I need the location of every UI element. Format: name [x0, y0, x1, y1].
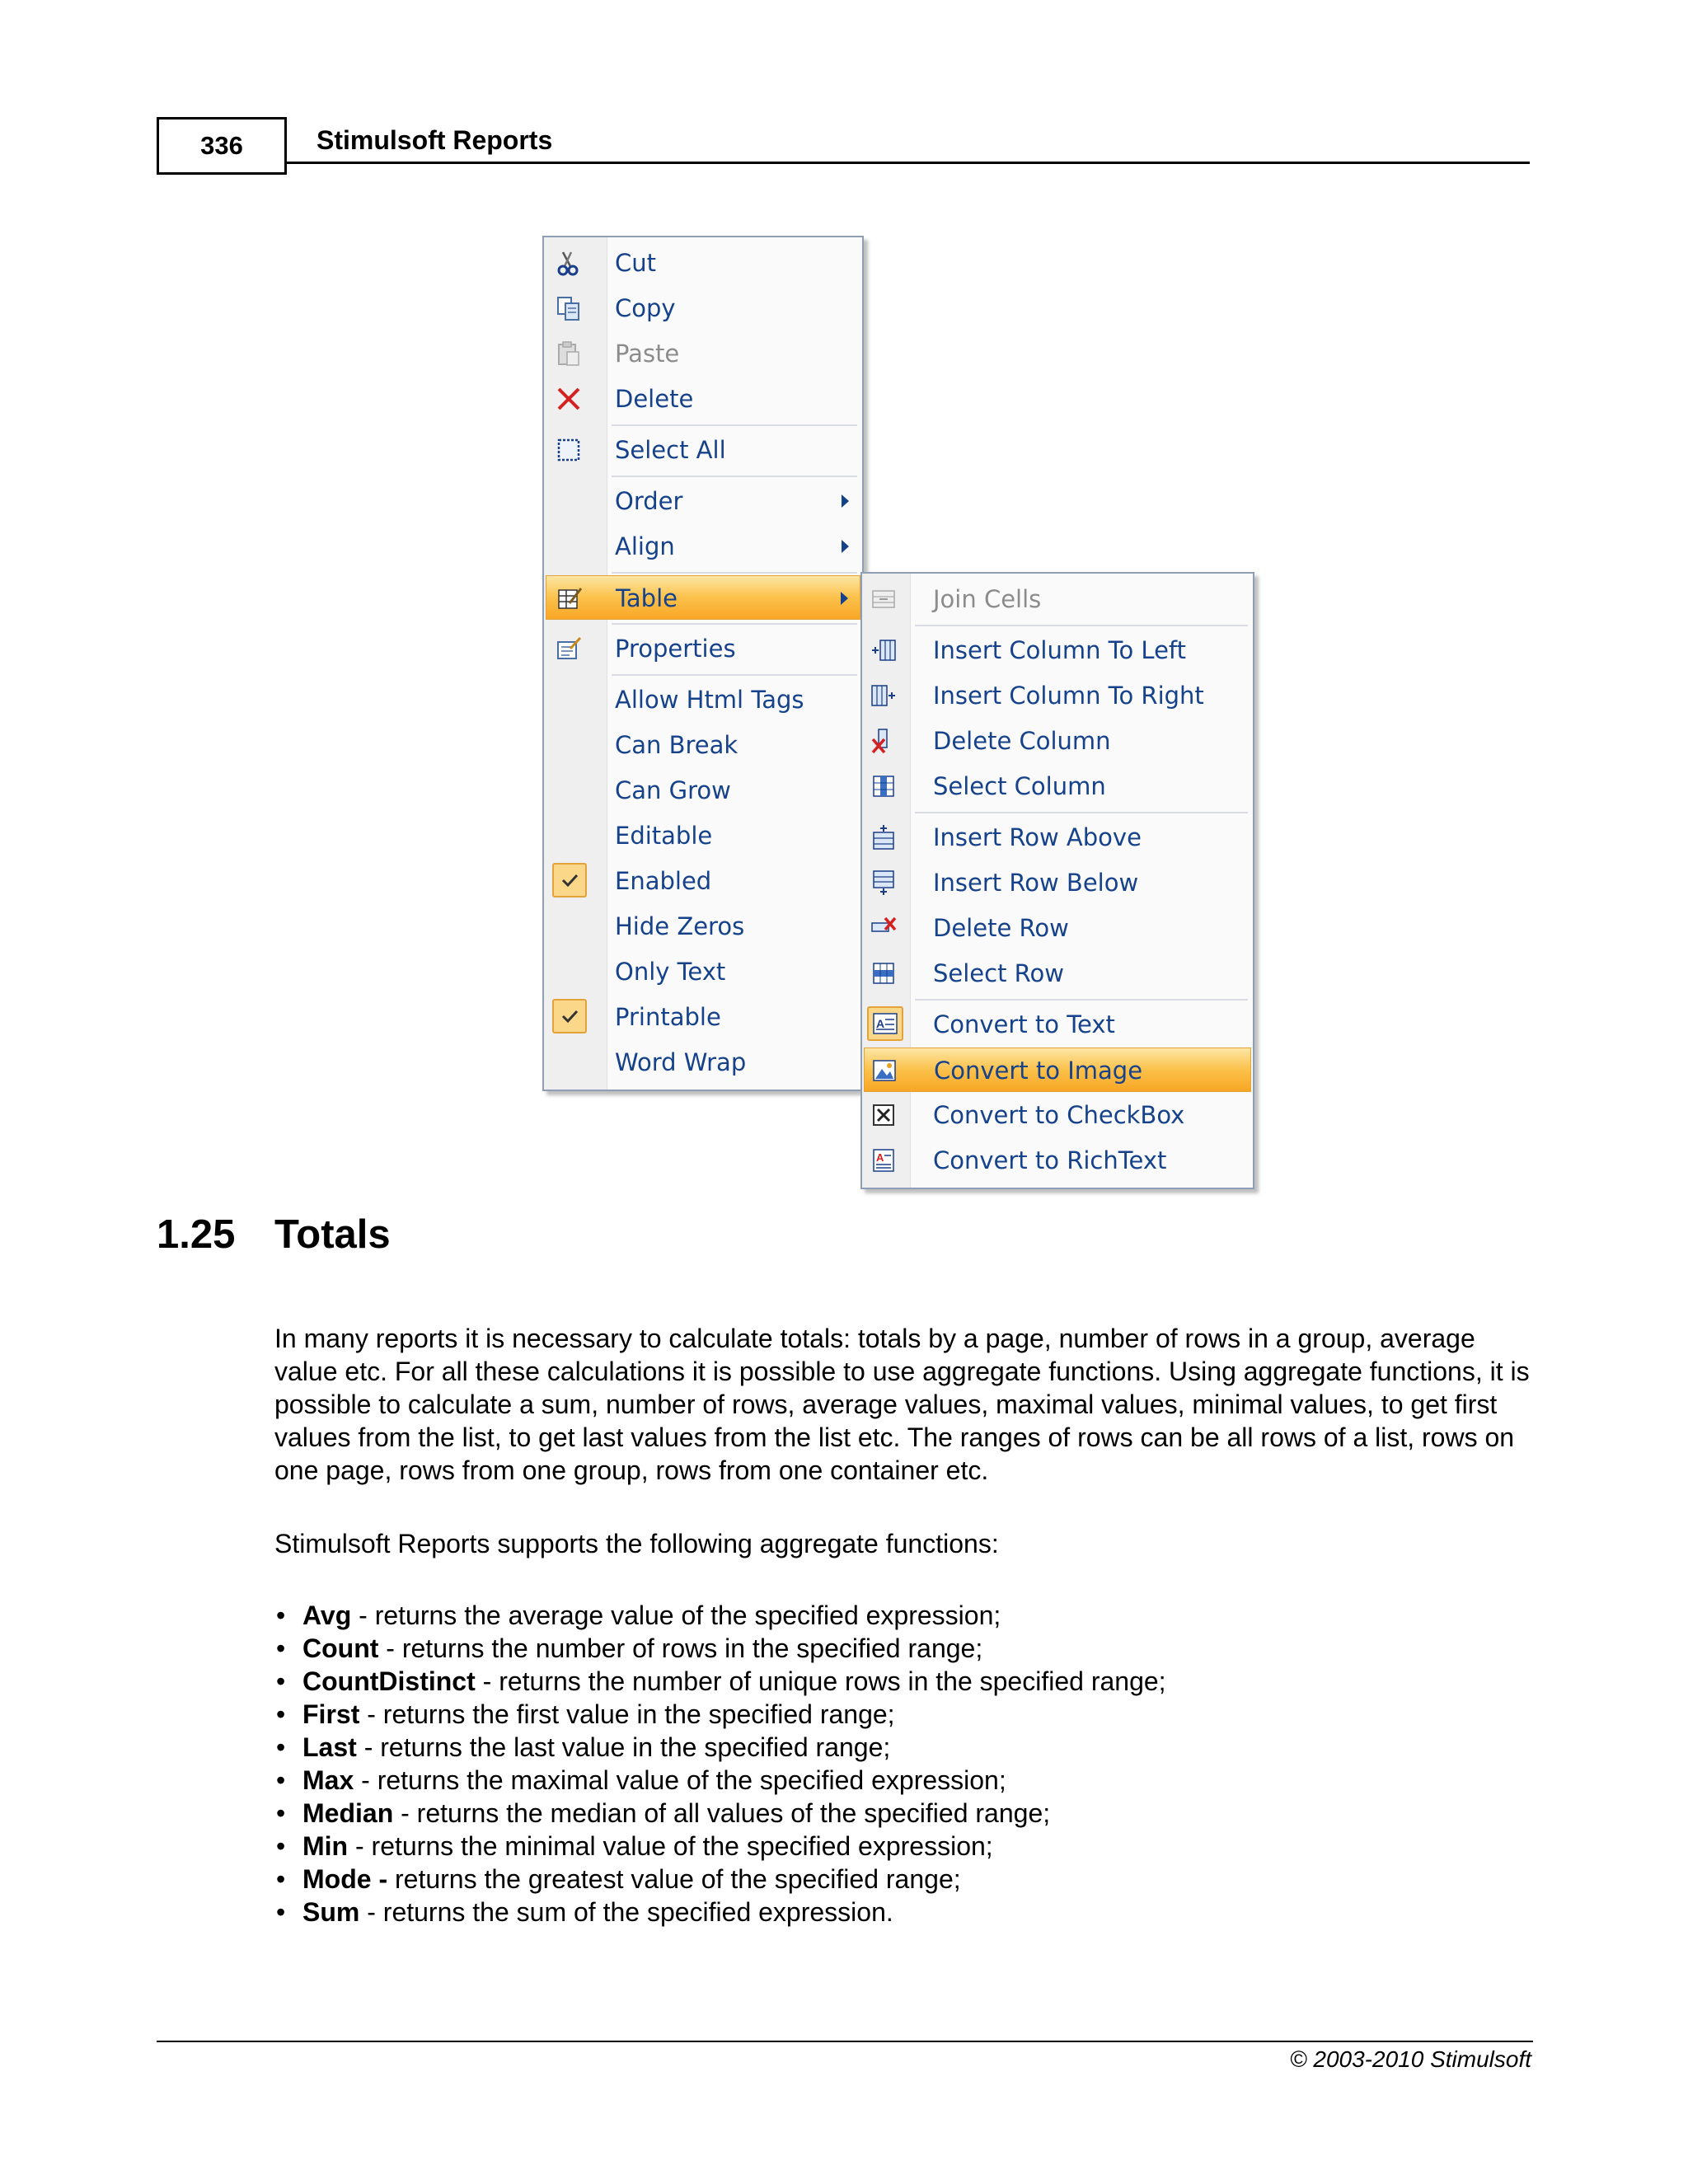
- list-item: [274, 1797, 1166, 1830]
- submenu-item-insert-row-below[interactable]: [864, 860, 1251, 905]
- menu-item-select-all[interactable]: [546, 428, 860, 472]
- submenu-item-label: Select Column: [933, 772, 1106, 800]
- function-name: Median: [302, 1798, 394, 1828]
- aggregate-functions-list: [274, 1599, 1166, 1929]
- submenu-item-convert-to-richtext[interactable]: [864, 1138, 1251, 1183]
- submenu-item-convert-to-text[interactable]: [864, 1002, 1251, 1047]
- insert-column-right-icon: [870, 682, 897, 709]
- submenu-item-label: Join Cells: [933, 585, 1042, 613]
- menu-item-label: Paste: [615, 340, 680, 368]
- menu-item-can-grow[interactable]: [546, 768, 860, 813]
- function-name: Max: [302, 1765, 354, 1795]
- table-submenu: [860, 572, 1254, 1189]
- list-item: [274, 1665, 1166, 1698]
- menu-item-copy[interactable]: [546, 286, 860, 330]
- list-item: [274, 1632, 1166, 1665]
- menu-separator: [612, 623, 857, 625]
- menu-item-only-text[interactable]: [546, 949, 860, 994]
- submenu-arrow-icon: [842, 540, 849, 553]
- properties-icon: [556, 635, 582, 662]
- insert-row-below-icon: [870, 869, 897, 896]
- submenu-item-label: Convert to Text: [933, 1010, 1115, 1038]
- menu-separator: [612, 476, 857, 477]
- function-desc: - returns the sum of the specified expression.: [359, 1897, 893, 1927]
- submenu-item-label: Insert Column To Right: [933, 682, 1204, 710]
- svg-text:A: A: [876, 1151, 884, 1164]
- page-number: 336: [200, 131, 243, 160]
- submenu-item-select-column[interactable]: [864, 764, 1251, 808]
- list-item: [274, 1896, 1166, 1929]
- menu-item-label: Table: [616, 584, 678, 612]
- list-item: [274, 1599, 1166, 1632]
- menu-separator: [612, 572, 857, 574]
- delete-row-icon: [870, 915, 897, 941]
- function-name: Sum: [302, 1897, 360, 1927]
- bullet-icon: •: [276, 1601, 286, 1630]
- menu-item-label: Word Wrap: [615, 1048, 747, 1076]
- submenu-item-label: Insert Row Below: [933, 869, 1139, 897]
- menu-item-label: Editable: [615, 822, 713, 850]
- menu-separator: [915, 999, 1248, 1001]
- submenu-item-join-cells[interactable]: [864, 577, 1251, 621]
- menu-item-delete[interactable]: [546, 377, 860, 421]
- svg-text:A: A: [876, 1017, 885, 1030]
- function-desc: - returns the last value in the specified range;: [356, 1732, 891, 1762]
- insert-column-left-icon: [870, 637, 897, 663]
- menu-item-printable[interactable]: [546, 995, 860, 1039]
- function-desc: - returns the average value of the specified expression;: [351, 1601, 1001, 1630]
- join-cells-icon: [870, 586, 897, 612]
- bullet-icon: •: [276, 1864, 286, 1894]
- function-name: Last: [302, 1732, 357, 1762]
- header-title: Stimulsoft Reports: [316, 125, 553, 155]
- submenu-arrow-icon: [842, 494, 849, 508]
- intro-paragraph: In many reports it is necessary to calculate totals: totals by a page, number of rows in a group, average value etc. For all these calculations it is possible to use aggregate functions. Using aggregate functions, it is possible to calculate a sum, number of rows, average values, maximal values, minimal values, to get first values from the list, to get last values from the list etc. The ranges of rows can be all rows of a list, rows on one page, rows from one group, rows from one container etc.: [274, 1324, 1530, 1485]
- submenu-item-delete-column[interactable]: [864, 719, 1251, 763]
- menu-item-label: Allow Html Tags: [615, 686, 804, 714]
- convert-checkbox-icon: [870, 1102, 897, 1128]
- menu-item-cut[interactable]: [546, 241, 860, 285]
- page-number-box: [157, 117, 287, 175]
- checkmark-icon: [552, 999, 587, 1033]
- section-number: 1.25: [157, 1212, 236, 1257]
- submenu-item-label: Insert Row Above: [933, 823, 1142, 851]
- header-rule: [287, 162, 1530, 164]
- menu-item-align[interactable]: [546, 524, 860, 569]
- menu-item-label: Enabled: [615, 867, 712, 895]
- menu-item-label: Can Break: [615, 731, 738, 759]
- menu-item-paste[interactable]: [546, 331, 860, 376]
- menu-separator: [915, 625, 1248, 626]
- scissors-icon: [556, 250, 582, 276]
- menu-item-label: Select All: [615, 436, 726, 464]
- delete-column-icon: [870, 728, 897, 754]
- menu-separator: [915, 812, 1248, 813]
- menu-item-label: Align: [615, 532, 675, 560]
- function-name: Avg: [302, 1601, 352, 1630]
- function-desc: - returns the maximal value of the specified expression;: [354, 1765, 1006, 1795]
- submenu-item-label: Select Row: [933, 959, 1064, 987]
- bullet-icon: •: [276, 1831, 286, 1861]
- function-desc: returns the greatest value of the specified range;: [387, 1864, 961, 1894]
- section-title: Totals: [274, 1212, 391, 1257]
- submenu-item-select-row[interactable]: [864, 951, 1251, 996]
- menu-item-allow-html-tags[interactable]: [546, 677, 860, 722]
- function-desc: - returns the minimal value of the specified expression;: [348, 1831, 993, 1861]
- bullet-icon: •: [276, 1732, 286, 1762]
- menu-item-properties[interactable]: [546, 626, 860, 671]
- footer-copyright: © 2003-2010 Stimulsoft: [1289, 2046, 1531, 2072]
- function-name: Count: [302, 1633, 379, 1663]
- select-row-icon: [870, 960, 897, 987]
- menu-item-table[interactable]: [546, 575, 860, 620]
- menu-item-label: Printable: [615, 1003, 721, 1031]
- submenu-item-label: Convert to CheckBox: [933, 1101, 1185, 1129]
- checkmark-icon: [552, 863, 587, 898]
- convert-image-icon: [871, 1057, 898, 1084]
- table-edit-icon: [556, 585, 583, 612]
- menu-item-label: Delete: [615, 385, 694, 413]
- function-desc: - returns the first value in the specified range;: [359, 1699, 895, 1729]
- bullet-icon: •: [276, 1633, 286, 1663]
- paste-icon: [556, 340, 582, 367]
- bullet-icon: •: [276, 1699, 286, 1729]
- menu-item-label: Cut: [615, 249, 656, 277]
- function-name: First: [302, 1699, 360, 1729]
- submenu-item-delete-row[interactable]: [864, 906, 1251, 950]
- list-item: [274, 1863, 1166, 1896]
- menu-item-label: Order: [615, 487, 683, 515]
- submenu-item-label: Convert to RichText: [933, 1146, 1167, 1174]
- menu-separator: [612, 424, 857, 426]
- submenu-item-convert-to-image[interactable]: [864, 1047, 1251, 1092]
- select-column-icon: [870, 773, 897, 799]
- menu-item-label: Only Text: [615, 958, 726, 986]
- submenu-item-insert-column-right[interactable]: [864, 673, 1251, 718]
- menu-item-editable[interactable]: [546, 813, 860, 858]
- submenu-item-label: Delete Row: [933, 914, 1069, 942]
- insert-row-above-icon: [870, 824, 897, 851]
- function-name: CountDistinct: [302, 1666, 476, 1696]
- function-name: Min: [302, 1831, 349, 1861]
- bullet-icon: •: [276, 1666, 286, 1696]
- context-menu: [542, 236, 864, 1091]
- footer-rule: [157, 2041, 1533, 2042]
- select-all-icon: [556, 437, 582, 463]
- menu-item-label: Hide Zeros: [615, 912, 745, 940]
- list-item: [274, 1698, 1166, 1731]
- menu-separator: [612, 674, 857, 676]
- function-desc: - returns the median of all values of the specified range;: [393, 1798, 1051, 1828]
- menu-item-can-break[interactable]: [546, 723, 860, 767]
- submenu-item-label: Convert to Image: [934, 1057, 1143, 1085]
- submenu-item-convert-to-checkbox[interactable]: [864, 1093, 1251, 1137]
- list-item: [274, 1731, 1166, 1764]
- function-name: Mode -: [302, 1864, 388, 1894]
- delete-x-icon: [556, 386, 582, 412]
- section-heading: [157, 1212, 391, 1258]
- bullet-icon: •: [276, 1897, 286, 1927]
- bullet-icon: •: [276, 1798, 286, 1828]
- bullet-icon: •: [276, 1765, 286, 1795]
- copy-icon: [556, 295, 582, 321]
- list-item: [274, 1830, 1166, 1863]
- menu-item-hide-zeros[interactable]: [546, 904, 860, 949]
- menu-item-enabled[interactable]: [546, 859, 860, 903]
- menu-item-label: Can Grow: [615, 776, 731, 804]
- menu-item-label: Copy: [615, 294, 676, 322]
- convert-text-icon: [867, 1006, 903, 1041]
- menu-item-order[interactable]: [546, 479, 860, 523]
- submenu-item-label: Insert Column To Left: [933, 636, 1186, 664]
- function-desc: - returns the number of rows in the specified range;: [378, 1633, 983, 1663]
- convert-richtext-icon: [870, 1147, 897, 1174]
- functions-intro: Stimulsoft Reports supports the following aggregate functions:: [274, 1529, 999, 1558]
- menu-item-label: Properties: [615, 635, 736, 663]
- submenu-arrow-icon: [841, 592, 848, 605]
- submenu-item-insert-column-left[interactable]: [864, 628, 1251, 673]
- function-desc: - returns the number of unique rows in the specified range;: [475, 1666, 1166, 1696]
- submenu-item-insert-row-above[interactable]: [864, 815, 1251, 860]
- submenu-item-label: Delete Column: [933, 727, 1111, 755]
- menu-item-word-wrap[interactable]: [546, 1040, 860, 1085]
- list-item: [274, 1764, 1166, 1797]
